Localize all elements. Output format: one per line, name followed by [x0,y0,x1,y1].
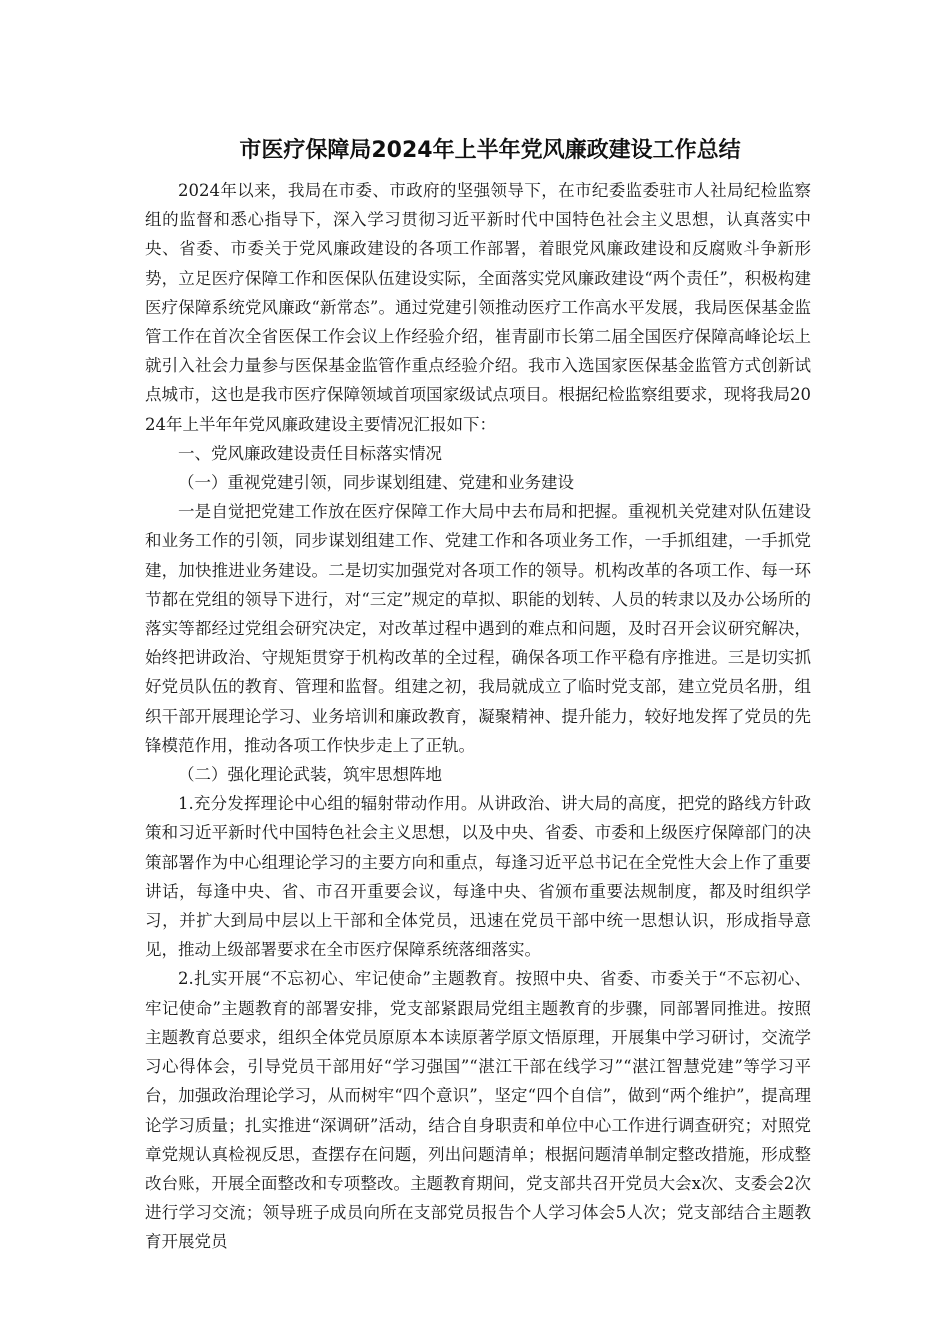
subsection-heading-2: （二）强化理论武装，筑牢思想阵地 [178,765,442,785]
body-paragraph: 2.扎实开展“不忘初心、牢记使命”主题教育。按照中央、省委、市委关于“不忘初心、牢记使命”主题教育的部署安排，党支部紧跟局党组主题教育的步骤，同部署同推进。按照主题教育总要求，组织全体党员原原本本读原著学原文悟原理，开展集中学习研讨，交流学习心得体会，引导党员干部用好“学习强国”“湛江干部在线学习”“湛江智慧党建”等学习平台，加强政治理论学习，从而树牢“四个意识”，坚定“四个自信”，做到“两个维护”，提高理论学习质量；扎实推进“深调研”活动，结合自身职责和单位中心工作进行调查研究；对照党章党规认真检视反思，查摆存在问题，列出问题清单；根据问题清单制定整改措施，形成整改台账，开展全面整改和专项整改。主题教育期间，党支部共召开党员大会x次、支委会2次进行学习交流；领导班子成员向所在支部党员报告个人学习体会5人次；党支部结合主题教育开展党员 [145,969,811,1252]
section-heading-1: 一、党风廉政建设责任目标落实情况 [178,443,442,463]
document-title: 市医疗保障局2024年上半年党风廉政建设工作总结 [239,138,741,163]
subsection-heading-1: （一）重视党建引领，同步谋划组建、党建和业务建设 [178,473,574,493]
intro-paragraph: 2024年以来，我局在市委、市政府的坚强领导下，在市纪委监委驻市人社局纪检监察组的监督和悉心指导下，深入学习贯彻习近平新时代中国特色社会主义思想，认真落实中央、省委、市委关于党风廉政建设的各项工作部署，着眼党风廉政建设和反腐败斗争新形势，立足医疗保障工作和医保队伍建设实际，全面落实党风廉政建设“两个责任”，积极构建医疗保障系统党风廉政“新常态”。通过党建引领推动医疗工作高水平发展，我局医保基金监管工作在首次全省医保工作会议上作经验介绍，崔青副市长第二届全国医疗保障高峰论坛上就引入社会力量参与医保基金监管作重点经验介绍。我市入选国家医保基金监管方式创新试点城市，这也是我市医疗保障领域首项国家级试点项目。根据纪检监察组要求，现将我局2024年上半年年党风廉政建设主要情况汇报如下： [145,181,811,434]
body-paragraph: 一是自觉把党建工作放在医疗保障工作大局中去布局和把握。重视机关党建对队伍建设和业务工作的引领，同步谋划组建工作、党建工作和各项业务工作，一手抓组建，一手抓党建，加快推进业务建设。二是切实加强党对各项工作的领导。机构改革的各项工作、每一环节都在党组的领导下进行，对“三定”规定的草拟、职能的划转、人员的转隶以及办公场所的落实等都经过党组会研究决定，对改革过程中遇到的难点和问题，及时召开会议研究解决，始终把讲政治、守规矩贯穿于机构改革的全过程，确保各项工作平稳有序推进。三是切实抓好党员队伍的教育、管理和监督。组建之初，我局就成立了临时党支部，建立党员名册，组织干部开展理论学习、业务培训和廉政教育，凝聚精神、提升能力，较好地发挥了党员的先锋模范作用，推动各项工作快步走上了正轨。 [145,502,811,755]
document-body [145,176,811,1257]
body-paragraph: 1.充分发挥理论中心组的辐射带动作用。从讲政治、讲大局的高度，把党的路线方针政策和习近平新时代中国特色社会主义思想，以及中央、省委、市委和上级医疗保障部门的决策部署作为中心组理论学习的主要方向和重点，每逢习近平总书记在全党性大会上作了重要讲话，每逢中央、省、市召开重要会议，每逢中央、省颁布重要法规制度，都及时组织学习，并扩大到局中层以上干部和全体党员，迅速在党员干部中统一思想认识，形成指导意见，推动上级部署要求在全市医疗保障系统落细落实。 [145,794,811,960]
